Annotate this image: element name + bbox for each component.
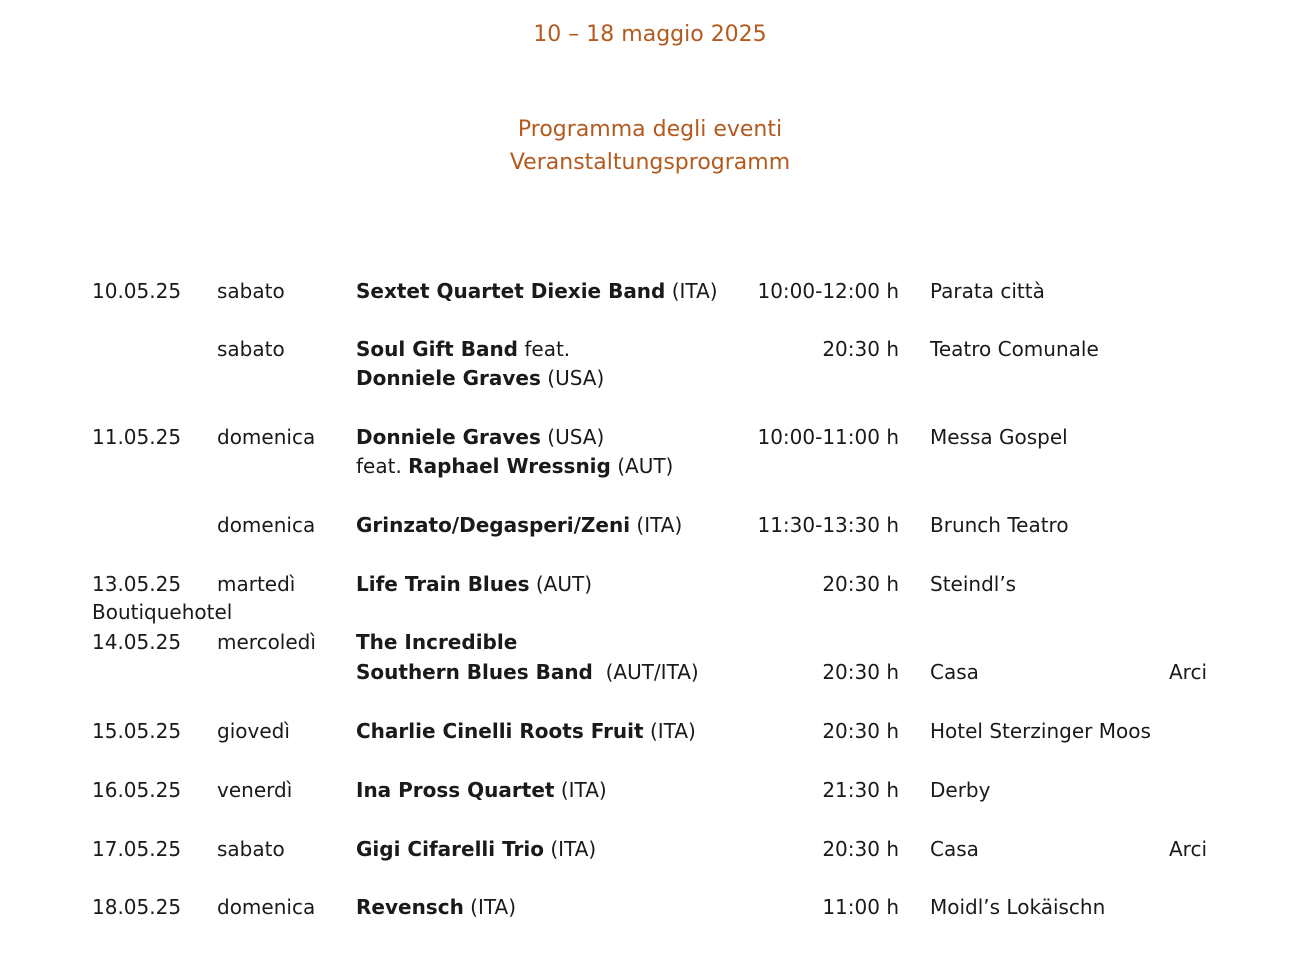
event-venue: Brunch Teatro <box>930 513 1069 537</box>
event-venue-wrapped: Boutiquehotel <box>92 600 233 624</box>
event-date: 10.05.25 <box>92 279 182 303</box>
artist-name: Raphael Wressnig <box>408 454 611 478</box>
event-date: 14.05.25 <box>92 630 182 654</box>
event-venue: Casa <box>930 660 979 684</box>
event-time: 20:30 h <box>822 337 899 361</box>
event-venue-continued: Arci <box>1169 837 1208 861</box>
event-venue: Hotel Sterzinger Moos <box>930 719 1151 743</box>
event-time: 21:30 h <box>822 778 899 802</box>
event-artist <box>356 628 517 657</box>
event-venue: Steindl’s <box>930 572 1017 596</box>
artist-name: Sextet Quartet Diexie Band <box>356 279 666 303</box>
artist-origin: (ITA) <box>554 778 607 802</box>
event-time: 20:30 h <box>822 660 899 684</box>
artist-origin: (AUT/ITA) <box>592 660 699 684</box>
event-venue: Teatro Comunale <box>930 337 1099 361</box>
festival-dates: 10 – 18 maggio 2025 <box>533 22 767 47</box>
event-venue: Derby <box>930 778 991 802</box>
event-artist <box>356 335 570 364</box>
artist-name: Charlie Cinelli Roots Fruit <box>356 719 644 743</box>
event-time: 10:00-12:00 h <box>757 279 899 303</box>
program-title-italian: Programma degli eventi <box>517 117 783 142</box>
event-artist <box>356 511 682 540</box>
event-venue: Casa <box>930 837 979 861</box>
event-weekday: sabato <box>217 337 285 361</box>
event-weekday: giovedì <box>217 719 290 743</box>
artist-origin: (AUT) <box>529 572 592 596</box>
event-date: 16.05.25 <box>92 778 182 802</box>
event-artist <box>356 717 696 746</box>
event-time: 11:00 h <box>822 895 899 919</box>
artist-name: The Incredible <box>356 630 518 654</box>
event-time: 10:00-11:00 h <box>757 425 899 449</box>
artist-origin: (USA) <box>540 366 605 390</box>
event-artist <box>356 776 607 805</box>
event-time: 11:30-13:30 h <box>757 513 899 537</box>
artist-name: Donniele Graves <box>356 366 541 390</box>
event-venue: Moidl’s Lokäischn <box>930 895 1106 919</box>
event-weekday: mercoledì <box>217 630 316 654</box>
event-time: 20:30 h <box>822 572 899 596</box>
artist-name: Soul Gift Band <box>356 337 518 361</box>
event-weekday: domenica <box>217 425 316 449</box>
artist-name: Ina Pross Quartet <box>356 778 555 802</box>
event-date: 15.05.25 <box>92 719 182 743</box>
event-venue-continued: Arci <box>1169 660 1208 684</box>
artist-origin: (ITA) <box>463 895 517 919</box>
artist-feat: feat. <box>356 454 409 478</box>
event-time: 20:30 h <box>822 837 899 861</box>
event-date: 13.05.25 <box>92 572 182 596</box>
program-title-german: Veranstaltungsprogramm <box>509 150 791 175</box>
event-artist-line-2 <box>356 364 604 393</box>
event-date: 11.05.25 <box>92 425 182 449</box>
artist-origin: (USA) <box>540 425 605 449</box>
event-artist <box>356 835 596 864</box>
artist-name: Life Train Blues <box>356 572 530 596</box>
event-weekday: domenica <box>217 513 316 537</box>
event-artist <box>356 893 516 922</box>
event-weekday: martedì <box>217 572 296 596</box>
event-date: 18.05.25 <box>92 895 182 919</box>
artist-feat: feat. <box>518 337 571 361</box>
event-artist <box>356 277 718 306</box>
artist-name: Grinzato/Degasperi/Zeni <box>356 513 631 537</box>
artist-name: Donniele Graves <box>356 425 541 449</box>
artist-name: Revensch <box>356 895 464 919</box>
event-date: 17.05.25 <box>92 837 182 861</box>
event-venue: Parata città <box>930 279 1045 303</box>
artist-name: Southern Blues Band <box>356 660 593 684</box>
artist-origin: (ITA) <box>630 513 683 537</box>
event-weekday: sabato <box>217 837 285 861</box>
artist-origin: (ITA) <box>643 719 696 743</box>
event-artist-line-2 <box>356 658 699 687</box>
event-venue: Messa Gospel <box>930 425 1068 449</box>
event-weekday: domenica <box>217 895 316 919</box>
artist-name: Gigi Cifarelli Trio <box>356 837 544 861</box>
event-weekday: venerdì <box>217 778 293 802</box>
event-artist <box>356 570 592 599</box>
event-time: 20:30 h <box>822 719 899 743</box>
event-weekday: sabato <box>217 279 285 303</box>
event-artist-line-2 <box>356 452 673 481</box>
artist-origin: (ITA) <box>665 279 718 303</box>
artist-origin: (ITA) <box>544 837 597 861</box>
artist-origin: (AUT) <box>610 454 674 478</box>
event-artist <box>356 423 604 452</box>
